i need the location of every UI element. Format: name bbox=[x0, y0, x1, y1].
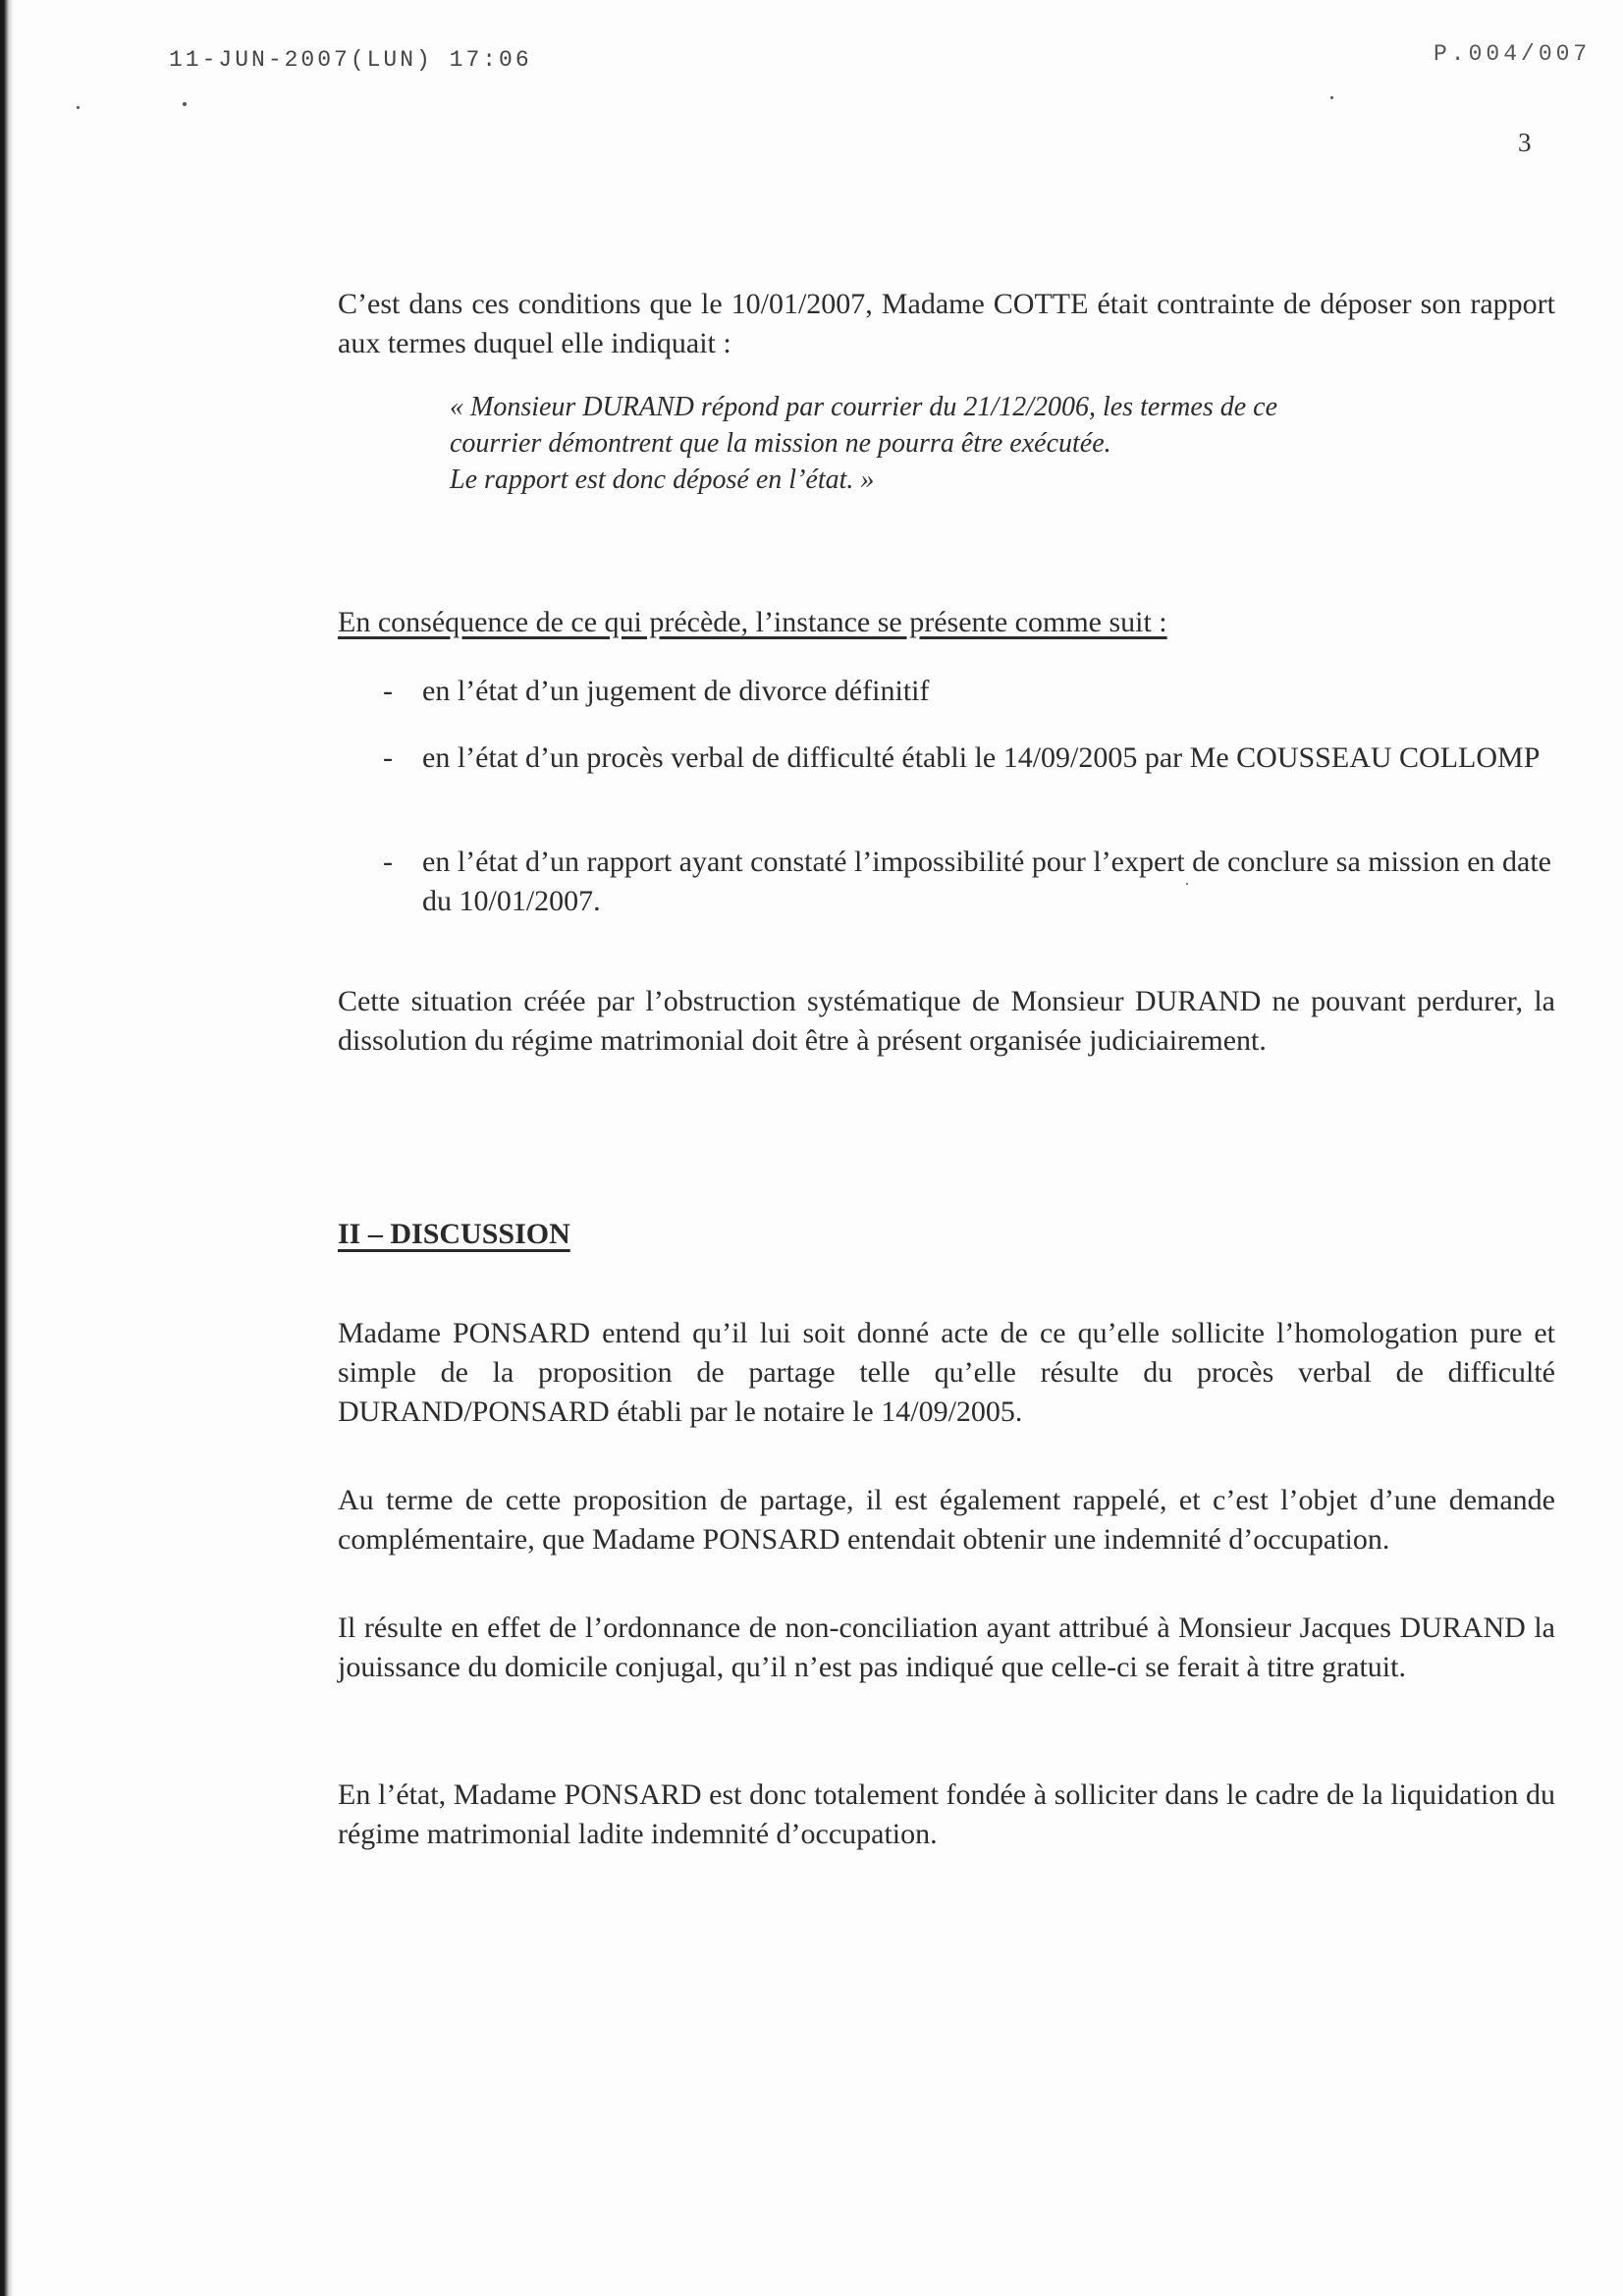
situation-paragraph: Cette situation créée par l’obstruction systématique de Monsieur DURAND ne pouvant perdurer, la dissolution du régime matrimonial doit être à présent organisée judiciairement. bbox=[338, 985, 1555, 1057]
page-number: 3 bbox=[1518, 128, 1532, 157]
list-item-text: en l’état d’un procès verbal de difficulté établi le 14/09/2005 par Me COUSSEAU COLLOMP bbox=[422, 741, 1541, 774]
discussion-paragraph: Au terme de cette proposition de partage, il est également rappelé, et c’est l’objet d’une demande complémentaire, que Madame PONSARD entendait obtenir une indemnité d’occupation. bbox=[338, 1484, 1555, 1556]
quote-line: Le rapport est donc déposé en l’état. » bbox=[450, 465, 875, 495]
discussion-paragraph: Il résulte en effet de l’ordonnance de non-conciliation ayant attribué à Monsieur Jacques DURAND la jouissance du domicile conjugal, qu’il n’est pas indiqué que celle-ci se ferait à titre gratuit. bbox=[338, 1612, 1555, 1683]
list-item bbox=[383, 843, 1551, 921]
intro-paragraph: C’est dans ces conditions que le 10/01/2007, Madame COTTE était contrainte de déposer son rapport aux termes duquel elle indiquait : bbox=[338, 288, 1555, 359]
fax-page-reference: P.004/007 bbox=[1434, 41, 1592, 67]
scan-speck bbox=[1330, 96, 1333, 99]
bullet-dash: - bbox=[383, 741, 393, 774]
discussion-paragraph: En l’état, Madame PONSARD est donc totalement fondée à solliciter dans le cadre de la liquidation du régime matrimonial ladite indemnité d’occupation. bbox=[338, 1778, 1555, 1850]
bullet-dash: - bbox=[383, 675, 393, 707]
list-item-text: en l’état d’un rapport ayant constaté l’impossibilité pour l’expert de conclure sa mission en date du 10/01/2007. bbox=[422, 846, 1551, 917]
scan-speck bbox=[183, 102, 187, 106]
discussion-paragraph: Madame PONSARD entend qu’il lui soit donné acte de ce qu’elle sollicite l’homologation pure et simple de la proposition de partage telle qu’elle résulte du procès verbal de difficulté DURAND/PONSARD établi par le notaire le 14/09/2005. bbox=[338, 1317, 1555, 1428]
fax-transmission-header: 11-JUN-2007(LUN) 17:06 bbox=[169, 47, 532, 73]
section-title-discussion: II – DISCUSSION bbox=[338, 1218, 570, 1250]
list-item bbox=[383, 738, 1551, 778]
list-item bbox=[383, 672, 1551, 711]
scan-speck bbox=[77, 106, 80, 109]
expert-quote bbox=[450, 389, 1432, 498]
list-item-text: en l’état d’un jugement de divorce définitif bbox=[422, 675, 930, 707]
bullet-dash: - bbox=[383, 846, 393, 878]
scan-edge-shadow bbox=[0, 0, 14, 2296]
quote-line: courrier démontrent que la mission ne pourra être exécutée. bbox=[450, 428, 1111, 459]
quote-line: « Monsieur DURAND répond par courrier du 21/12/2006, les termes de ce bbox=[450, 392, 1278, 422]
consequence-heading: En conséquence de ce qui précède, l’instance se présente comme suit : bbox=[338, 606, 1167, 638]
